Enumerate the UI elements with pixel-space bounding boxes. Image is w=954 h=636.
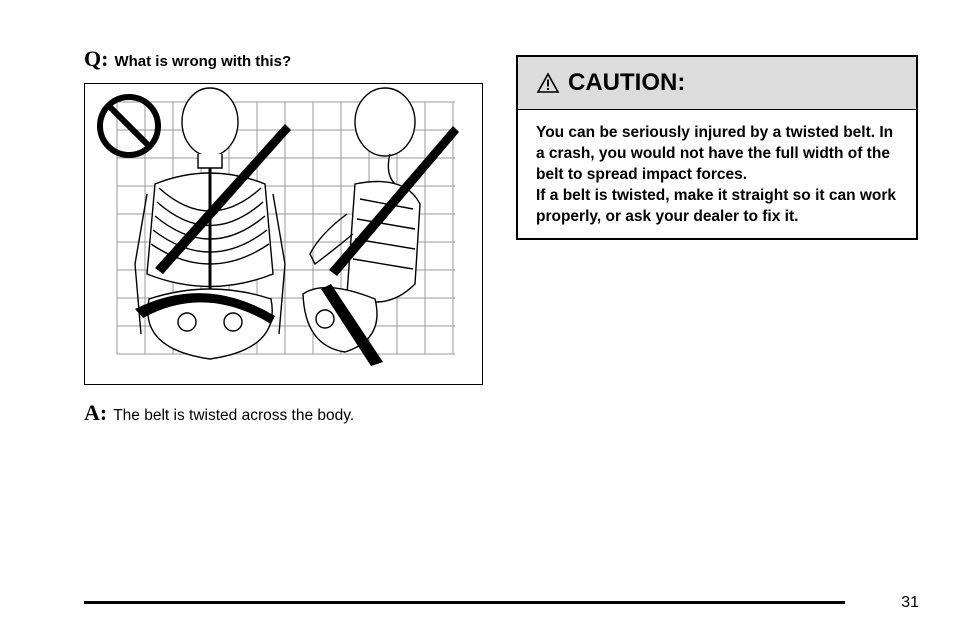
caution-paragraph: You can be seriously injured by a twisted belt. In a crash, you would not have the full width of the belt to spread impact forces. [536,124,894,183]
illustration-svg [85,84,482,384]
question-label: Q: [84,46,109,71]
page-number: 31 [901,594,919,611]
footer-rule [84,601,845,604]
prohibited-sign-icon [100,97,158,155]
answer-line [84,400,354,426]
twisted-belt-illustration [84,83,483,385]
side-skeleton [303,88,420,352]
caution-header [518,57,916,110]
caution-box [516,55,918,240]
caution-paragraph: If a belt is twisted, make it straight so it can work properly, or ask your dealer to fix it. [536,187,897,225]
answer-text: The belt is twisted across the body. [113,407,355,424]
warning-triangle-icon [536,72,560,94]
question-line [84,46,291,72]
question-text: What is wrong with this? [114,53,292,70]
answer-label: A: [84,400,108,425]
caution-body [518,110,916,227]
caution-title: CAUTION: [568,69,686,96]
